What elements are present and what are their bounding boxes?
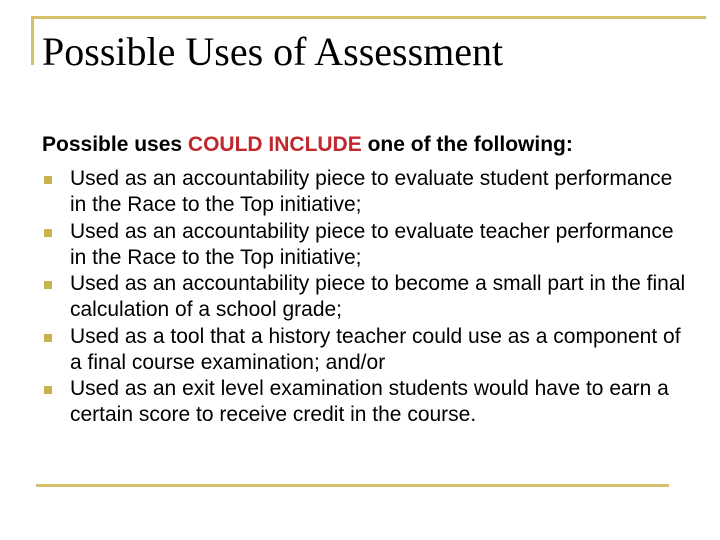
bullet-item xyxy=(42,166,692,218)
bottom-border-rule xyxy=(36,484,669,487)
bullet-item xyxy=(42,219,692,271)
top-border-rule xyxy=(32,16,706,19)
intro-prefix: Possible uses xyxy=(42,133,188,156)
bullet-text: Used as an accountability piece to become a small part in the final calculation of a school grade; xyxy=(70,272,686,321)
square-bullet-icon xyxy=(44,176,52,184)
square-bullet-icon xyxy=(44,386,52,394)
bullet-item xyxy=(42,324,692,376)
intro-highlight: COULD INCLUDE xyxy=(187,133,362,156)
bullet-text: Used as an exit level examination students would have to earn a certain score to receive credit in the course. xyxy=(70,377,669,426)
bullet-item xyxy=(42,376,692,428)
bullet-text: Used as a tool that a history teacher could use as a component of a final course examination; and/or xyxy=(70,324,681,374)
slide-title: Possible Uses of Assessment xyxy=(42,29,504,74)
square-bullet-icon xyxy=(44,334,52,342)
intro-line xyxy=(42,132,682,158)
left-border-rule xyxy=(31,16,34,65)
intro-suffix: one of the following: xyxy=(361,133,573,156)
bullet-list xyxy=(42,166,692,429)
square-bullet-icon xyxy=(44,229,52,237)
bullet-item xyxy=(42,271,692,323)
bullet-text: Used as an accountability piece to evaluate student performance in the Race to the Top initiative; xyxy=(70,167,673,216)
square-bullet-icon xyxy=(44,281,52,289)
bullet-text: Used as an accountability piece to evaluate teacher performance in the Race to the Top initiative; xyxy=(70,219,674,269)
